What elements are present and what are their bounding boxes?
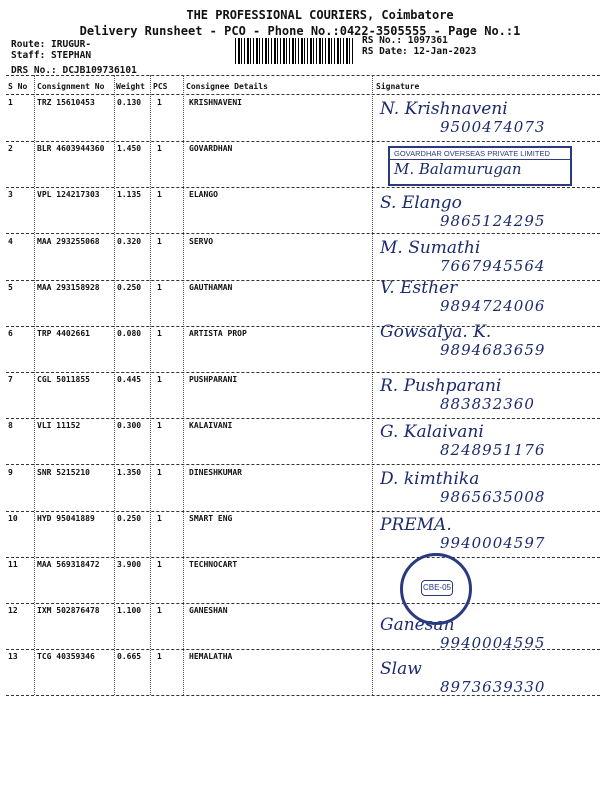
signature-name: Gowsalya. K.	[380, 322, 492, 342]
cell-consignee: KRISHNAVENI	[189, 98, 242, 107]
signature	[380, 616, 545, 652]
cell-consignment-no: MAA 293255068	[37, 236, 100, 246]
signature	[380, 100, 545, 136]
document-header	[0, 8, 600, 38]
cell-sno: 3	[8, 190, 13, 200]
cell-pcs: 1	[157, 329, 162, 338]
cell-consignee: TECHNOCART	[189, 560, 238, 569]
cell-consignment-no: TRP 4402661	[37, 329, 90, 338]
signature-phone: 9894683659	[440, 341, 546, 359]
cell-sno: 1	[8, 98, 13, 107]
cell-consignee: ELANGO	[189, 190, 218, 200]
cell-consignee: GOVARDHAN	[189, 144, 233, 154]
cell-consignee: PUSHPARANI	[189, 375, 238, 385]
signature-phone: 7667945564	[440, 256, 546, 275]
round-seal	[400, 553, 472, 625]
signature-name: D. kimthika	[380, 468, 480, 489]
cell-consignment-no: SNR 5215210	[37, 467, 90, 477]
col-header-sno: S No	[8, 82, 28, 91]
cell-sno: 9	[8, 467, 13, 477]
seal-code: CBE-05	[421, 580, 453, 596]
cell-consignment-no: HYD 95041889	[37, 513, 95, 523]
header-bottom-rule	[6, 94, 600, 95]
cell-pcs: 1	[157, 98, 162, 107]
cell-consignment-no: MAA 569318472	[37, 560, 100, 569]
cell-consignee: ARTISTA PROP	[189, 329, 247, 338]
row-separator	[6, 372, 600, 373]
row-separator	[6, 141, 600, 142]
cell-consignee: SERVO	[189, 236, 214, 246]
signature	[380, 377, 535, 413]
cell-pcs: 1	[157, 606, 162, 616]
row-separator	[6, 464, 600, 465]
cell-sno: 8	[8, 421, 13, 431]
col-header-weight: Weight	[116, 82, 145, 91]
signature-name: Slaw	[380, 659, 422, 680]
row-separator	[6, 603, 600, 604]
signature-name: R. Pushparani	[380, 376, 502, 397]
cell-weight: 0.320	[117, 236, 142, 246]
cell-consignee: DINESHKUMAR	[189, 467, 242, 477]
signature-name: S. Elango	[380, 193, 462, 214]
stamp-signature: M. Balamurugan	[394, 160, 522, 178]
row-separator	[6, 511, 600, 512]
cell-pcs: 1	[157, 467, 162, 477]
row-separator	[6, 557, 600, 558]
cell-consignee: HEMALATHA	[189, 652, 233, 662]
signature-phone: 883832360	[440, 395, 535, 414]
barcode	[235, 38, 355, 64]
cell-pcs: 1	[157, 190, 162, 200]
cell-consignment-no: CGL 5011855	[37, 375, 90, 385]
signature-name: PREMA.	[380, 514, 452, 535]
cell-sno: 12	[8, 606, 18, 616]
cell-weight: 1.100	[117, 606, 142, 616]
signature-phone: 9500474073	[440, 118, 546, 136]
runsheet-meta-right	[362, 35, 476, 57]
col-header-consignee: Consignee Details	[186, 82, 268, 91]
cell-sno: 11	[8, 560, 18, 569]
signature	[380, 470, 545, 506]
cell-weight: 1.450	[117, 144, 142, 154]
cell-consignment-no: TCG 40359346	[37, 652, 95, 662]
signature	[380, 516, 545, 552]
cell-pcs: 1	[157, 421, 162, 431]
cell-consignment-no: MAA 293158928	[37, 282, 100, 292]
cell-pcs: 1	[157, 282, 162, 292]
cell-weight: 0.445	[117, 375, 142, 385]
cell-weight: 1.135	[117, 190, 142, 200]
cell-weight: 1.350	[117, 467, 142, 477]
cell-sno: 4	[8, 236, 13, 246]
signature-phone: 9894724006	[440, 296, 546, 315]
cell-consignee: GAUTHAMAN	[189, 282, 233, 292]
cell-sno: 13	[8, 652, 18, 662]
row-separator	[6, 418, 600, 419]
cell-sno: 5	[8, 282, 13, 292]
cell-pcs: 1	[157, 652, 162, 662]
cell-consignment-no: IXM 502876478	[37, 606, 100, 616]
cell-weight: 0.130	[117, 98, 142, 107]
staff-label: Staff: STEPHAN	[11, 50, 92, 61]
cell-consignment-no: VPL 124217303	[37, 190, 100, 200]
signature-name: V. Esther	[380, 277, 458, 298]
signature-name: N. Krishnaveni	[380, 99, 508, 119]
cell-weight: 0.250	[117, 282, 142, 292]
table-row	[0, 560, 600, 606]
runsheet-title: Delivery Runsheet - PCO - Phone No.:0422-3505555 - Page No.:1	[79, 24, 521, 38]
signature-phone: 8973639330	[440, 678, 546, 697]
row-separator	[6, 187, 600, 188]
cell-sno: 7	[8, 375, 13, 385]
signature-phone: 9940004595	[440, 634, 546, 653]
cell-sno: 10	[8, 513, 18, 523]
signature	[380, 194, 545, 230]
table-top-rule	[6, 75, 600, 76]
col-header-pcs: PCS	[153, 82, 168, 91]
cell-weight: 0.080	[117, 329, 142, 338]
signature-phone: 9940004597	[440, 533, 546, 552]
signature	[380, 239, 545, 275]
row-separator	[6, 233, 600, 234]
cell-pcs: 1	[157, 560, 162, 569]
signature-name: Ganesan	[380, 615, 455, 636]
cell-pcs: 1	[157, 513, 162, 523]
company-title: THE PROFESSIONAL COURIERS, Coimbatore	[186, 8, 454, 22]
cell-weight: 0.300	[117, 421, 142, 431]
cell-consignment-no: BLR 4603944360	[37, 144, 105, 154]
signature-phone: 9865635008	[440, 487, 546, 506]
drs-number: DRS No.: DCJB109736101	[11, 65, 137, 76]
signature-phone: 8248951176	[440, 441, 546, 460]
rs-date: RS Date: 12-Jan-2023	[362, 46, 477, 57]
rs-number: RS No.: 1097361	[362, 35, 448, 46]
stamp-company-name: GOVARDHAR OVERSEAS PRIVATE LIMITED	[390, 148, 570, 160]
runsheet-meta-left	[11, 39, 137, 76]
route-label: Route: IRUGUR-	[11, 39, 92, 50]
cell-sno: 2	[8, 144, 13, 154]
signature	[380, 323, 545, 359]
cell-weight: 0.250	[117, 513, 142, 523]
cell-sno: 6	[8, 329, 13, 338]
signature	[380, 423, 545, 459]
cell-consignment-no: VLI 11152	[37, 421, 81, 431]
cell-consignee: GANESHAN	[189, 606, 228, 616]
cell-pcs: 1	[157, 144, 162, 154]
signature-name: G. Kalaivani	[380, 422, 484, 443]
cell-weight: 0.665	[117, 652, 142, 662]
cell-consignee: SMART ENG	[189, 513, 233, 523]
col-header-consignment: Consignment No	[37, 82, 105, 91]
col-header-signature: Signature	[376, 82, 420, 91]
company-stamp	[388, 146, 572, 186]
cell-consignee: KALAIVANI	[189, 421, 233, 431]
signature	[380, 660, 545, 696]
cell-pcs: 1	[157, 236, 162, 246]
signature-phone: 9865124295	[440, 212, 546, 231]
cell-weight: 3.900	[117, 560, 142, 569]
signature	[380, 279, 545, 315]
cell-consignment-no: TRZ 15610453	[37, 98, 95, 107]
signature-name: M. Sumathi	[380, 237, 481, 258]
cell-pcs: 1	[157, 375, 162, 385]
